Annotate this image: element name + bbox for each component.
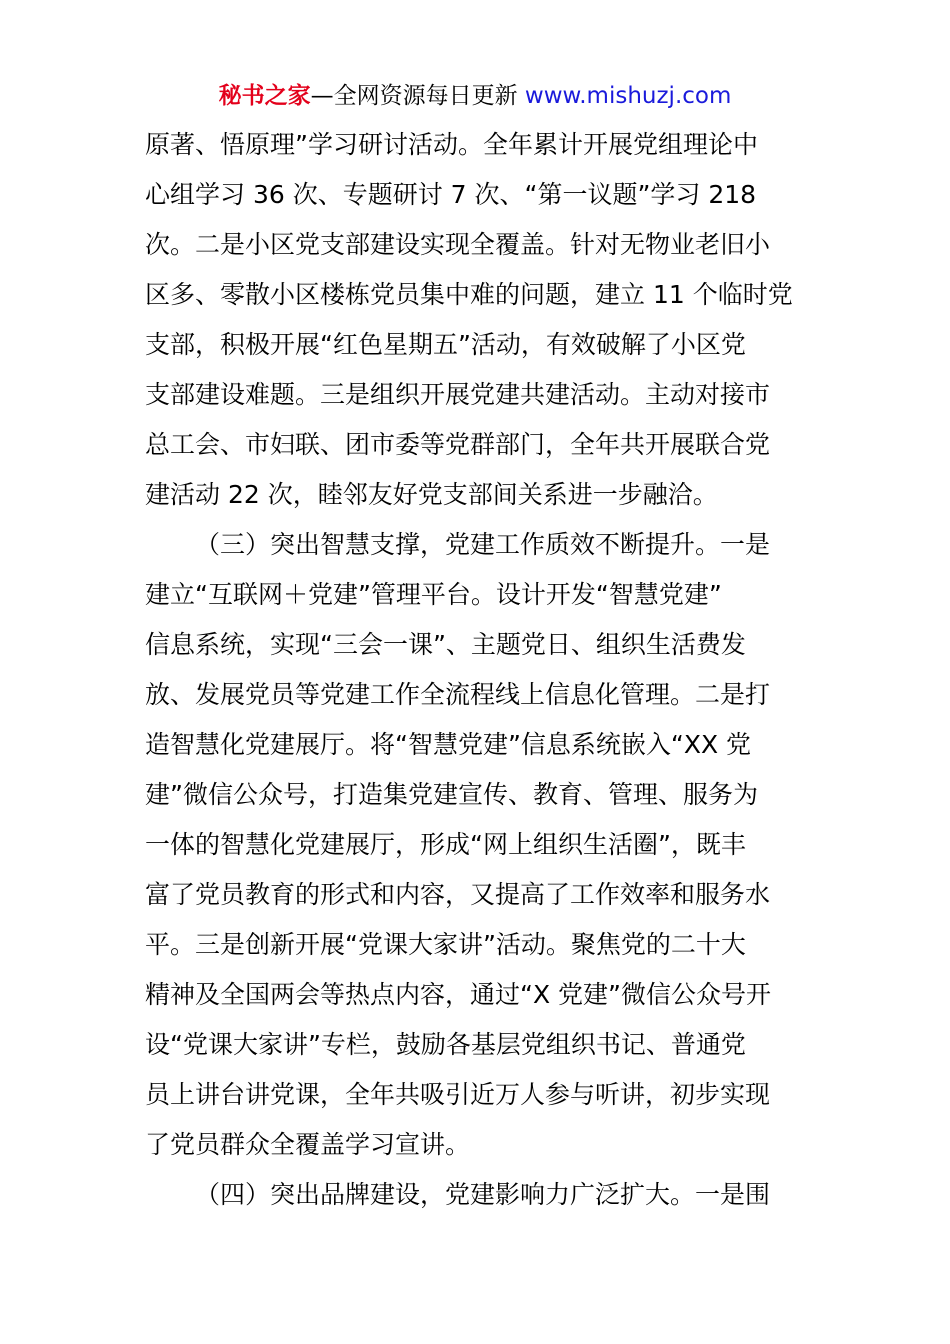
text-line: 建立“互联网＋党建”管理平台。设计开发“智慧党建”: [145, 580, 722, 609]
header-tagline: —全网资源每日更新: [310, 83, 518, 109]
brand-name: 秘书之家: [218, 83, 311, 109]
text-line: 心组学习 36 次、专题研讨 7 次、“第一议题”学习 218: [145, 180, 757, 209]
text-line: 建活动 22 次，睦邻友好党支部间关系进一步融洽。: [145, 480, 718, 509]
text-line: （三）突出智慧支撑，党建工作质效不断提升。一是: [195, 530, 771, 559]
text-line: 原著、悟原理”学习研讨活动。全年累计开展党组理论中: [145, 130, 758, 159]
text-line: 支部，积极开展“红色星期五”活动，有效破解了小区党: [145, 330, 746, 359]
text-line: 精神及全国两会等热点内容，通过“X 党建”微信公众号开: [145, 980, 771, 1009]
text-line: 次。二是小区党支部建设实现全覆盖。针对无物业老旧小: [145, 230, 771, 259]
text-line: 了党员群众全覆盖学习宣讲。: [145, 1130, 471, 1159]
text-line: （四）突出品牌建设，党建影响力广泛扩大。一是围: [195, 1180, 771, 1209]
document-body: [145, 120, 825, 1220]
text-line: 放、发展党员等党建工作全流程线上信息化管理。二是打: [145, 680, 771, 709]
text-line: 设“党课大家讲”专栏，鼓励各基层党组织书记、普通党: [145, 1030, 746, 1059]
text-line: 员上讲台讲党课，全年共吸引近万人参与听讲，初步实现: [145, 1080, 771, 1109]
text-line: 造智慧化党建展厅。将“智慧党建”信息系统嵌入“XX 党: [145, 730, 752, 759]
text-line: 建”微信公众号，打造集党建宣传、教育、管理、服务为: [145, 780, 758, 809]
text-line: 一体的智慧化党建展厅，形成“网上组织生活圈”，既丰: [145, 830, 746, 859]
text-line: 富了党员教育的形式和内容，又提高了工作效率和服务水: [145, 880, 771, 909]
site-header: [0, 80, 950, 112]
text-line: 信息系统，实现“三会一课”、主题党日、组织生活费发: [145, 630, 746, 659]
text-line: 平。三是创新开展“党课大家讲”活动。聚焦党的二十大: [145, 930, 746, 959]
text-line: 总工会、市妇联、团市委等党群部门，全年共开展联合党: [145, 430, 771, 459]
text-line: 区多、零散小区楼栋党员集中难的问题，建立 11 个临时党: [145, 280, 793, 309]
text-line: 支部建设难题。三是组织开展党建共建活动。主动对接市: [145, 380, 771, 409]
site-url-link[interactable]: www.mishuzj.com: [524, 83, 732, 109]
